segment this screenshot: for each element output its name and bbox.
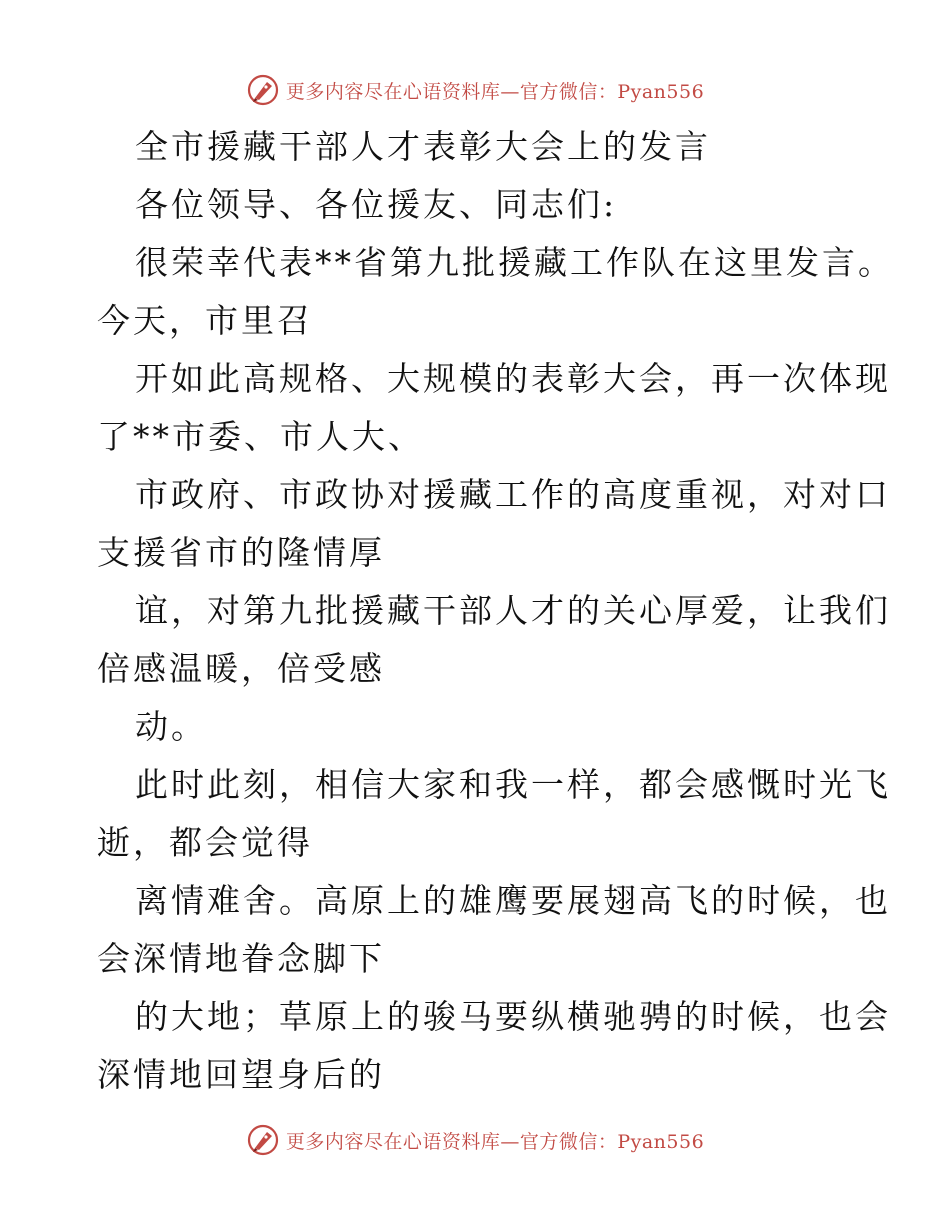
text-line: 很荣幸代表**省第九批援藏工作队在这里发言。	[135, 243, 894, 282]
text-line: 动。	[135, 707, 207, 746]
text-line: 各位领导、各位援友、同志们:	[135, 185, 618, 224]
text-line: 离情难舍。高原上的雄鹰要展翅高飞的时候，也	[135, 881, 891, 920]
text-line: 会深情地眷念脚下	[97, 939, 385, 978]
text-line: 深情地回望身后的	[97, 1055, 385, 1094]
text-line: 此时此刻，相信大家和我一样，都会感慨时光飞	[135, 765, 891, 804]
text-line: 开如此高规格、大规模的表彰大会，再一次体现	[135, 359, 891, 398]
text-line: 了**市委、市人大、	[97, 417, 424, 456]
text-line: 逝，都会觉得	[97, 823, 313, 862]
text-line: 市政府、市政协对援藏工作的高度重视，对对口	[135, 475, 891, 514]
pen-nib-logo-icon	[246, 1123, 280, 1157]
banner-text: 更多内容尽在心语资料库—官方微信：Pyan556	[285, 80, 705, 103]
document-title: 全市援藏干部人才表彰大会上的发言	[135, 127, 711, 166]
text-line: 的大地；草原上的骏马要纵横驰骋的时候，也会	[135, 997, 891, 1036]
text-line: 今天，市里召	[97, 301, 313, 340]
text-line: 支援省市的隆情厚	[97, 533, 385, 572]
text-line: 谊，对第九批援藏干部人才的关心厚爱，让我们	[135, 591, 891, 630]
footer-banner	[0, 1120, 950, 1160]
text-line: 倍感温暖，倍受感	[97, 649, 385, 688]
banner-text: 更多内容尽在心语资料库—官方微信：Pyan556	[285, 1130, 705, 1153]
pen-nib-logo-icon	[246, 73, 280, 107]
header-banner	[0, 70, 950, 110]
